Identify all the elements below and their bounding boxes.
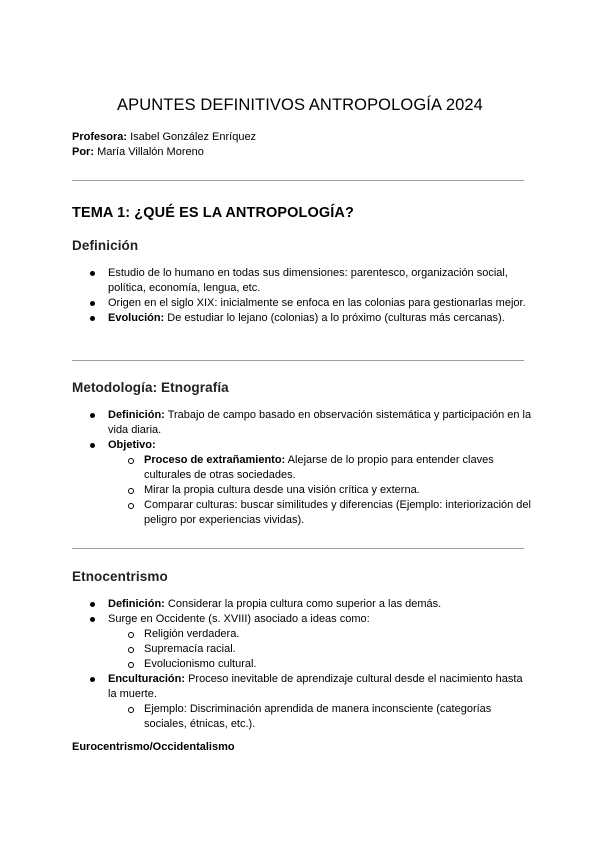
- list-item: [72, 597, 532, 612]
- sub-list-item-text: Evolucionismo cultural.: [144, 658, 257, 670]
- sub-list-item-text: Alejarse de lo propio para entender claves culturales de otras sociedades.: [144, 454, 494, 481]
- bullet-icon: [90, 271, 95, 276]
- list-item-label: Objetivo:: [108, 439, 156, 451]
- metodologia-list: [72, 408, 532, 528]
- sub-list-item: [72, 702, 532, 732]
- subsection-heading-metodologia: Metodología: Etnografía: [72, 380, 229, 395]
- list-item-text: Considerar la propia cultura como superior a las demás.: [164, 598, 442, 610]
- list-item-label: Definición:: [108, 409, 165, 421]
- list-item: [72, 408, 532, 438]
- author-name: María Villalón Moreno: [97, 146, 204, 158]
- definicion-list: [72, 266, 532, 326]
- list-item-text: Estudio de lo humano en todas sus dimensiones: parentesco, organización social, política, economía, lengua, etc.: [108, 267, 508, 294]
- bullet-icon: [90, 602, 95, 607]
- circle-bullet-icon: [128, 488, 134, 494]
- list-item: [72, 296, 532, 311]
- sub-list-item-text: Ejemplo: Discriminación aprendida de manera inconsciente (categorías sociales, étnicas, etc.).: [144, 703, 492, 730]
- list-item-text: Surge en Occidente (s. XVIII) asociado a ideas como:: [108, 613, 370, 625]
- circle-bullet-icon: [128, 503, 134, 509]
- professor-line: [72, 131, 256, 143]
- list-item: [72, 266, 532, 296]
- circle-bullet-icon: [128, 662, 134, 668]
- sub-list-item: [72, 498, 532, 528]
- section-heading-tema1: TEMA 1: ¿QUÉ ES LA ANTROPOLOGÍA?: [72, 205, 354, 221]
- list-item: [72, 672, 532, 702]
- sub-list-item-label: Proceso de extrañamiento:: [144, 454, 286, 466]
- list-item-label: Evolución:: [108, 312, 165, 324]
- circle-bullet-icon: [128, 632, 134, 638]
- subsection-heading-etnocentrismo: Etnocentrismo: [72, 569, 168, 584]
- bullet-icon: [90, 316, 95, 321]
- list-item-label: Enculturación:: [108, 673, 186, 685]
- professor-name: Isabel González Enríquez: [130, 131, 257, 143]
- circle-bullet-icon: [128, 458, 134, 464]
- sub-list-item: [72, 453, 532, 483]
- subsection-heading-eurocentrismo: Eurocentrismo/Occidentalismo: [72, 741, 235, 753]
- list-item-label: Definición:: [108, 598, 165, 610]
- list-item: [72, 438, 532, 453]
- list-item: [72, 612, 532, 627]
- bullet-icon: [90, 677, 95, 682]
- sub-list-item: [72, 657, 532, 672]
- professor-label: Profesora:: [72, 131, 128, 143]
- list-item-text: Origen en el siglo XIX: inicialmente se enfoca en las colonias para gestionarlas mejor.: [108, 297, 526, 309]
- bullet-icon: [90, 617, 95, 622]
- etnocentrismo-list: [72, 597, 532, 732]
- subsection-heading-definicion: Definición: [72, 238, 139, 253]
- divider: [72, 548, 524, 549]
- bullet-icon: [90, 413, 95, 418]
- divider: [72, 360, 524, 361]
- author-label: Por:: [72, 146, 94, 158]
- list-item: [72, 311, 532, 326]
- list-item-text: Proceso inevitable de aprendizaje cultural desde el nacimiento hasta la muerte.: [108, 673, 523, 700]
- circle-bullet-icon: [128, 647, 134, 653]
- sub-list-item-text: Supremacía racial.: [144, 643, 236, 655]
- bullet-icon: [90, 301, 95, 306]
- document-title: APUNTES DEFINITIVOS ANTROPOLOGÍA 2024: [117, 96, 483, 114]
- sub-list-item: [72, 627, 532, 642]
- circle-bullet-icon: [128, 707, 134, 713]
- sub-list-item-text: Mirar la propia cultura desde una visión crítica y externa.: [144, 484, 420, 496]
- list-item-text: Trabajo de campo basado en observación sistemática y participación en la vida diaria.: [108, 409, 532, 436]
- list-item-text: De estudiar lo lejano (colonias) a lo próximo (culturas más cercanas).: [164, 312, 505, 324]
- sub-list-item-text: Religión verdadera.: [144, 628, 240, 640]
- author-line: [72, 146, 204, 158]
- bullet-icon: [90, 443, 95, 448]
- sub-list-item-text: Comparar culturas: buscar similitudes y diferencias (Ejemplo: interiorización del peligro por experiencias vividas).: [144, 499, 531, 526]
- divider: [72, 180, 524, 181]
- sub-list-item: [72, 483, 532, 498]
- sub-list-item: [72, 642, 532, 657]
